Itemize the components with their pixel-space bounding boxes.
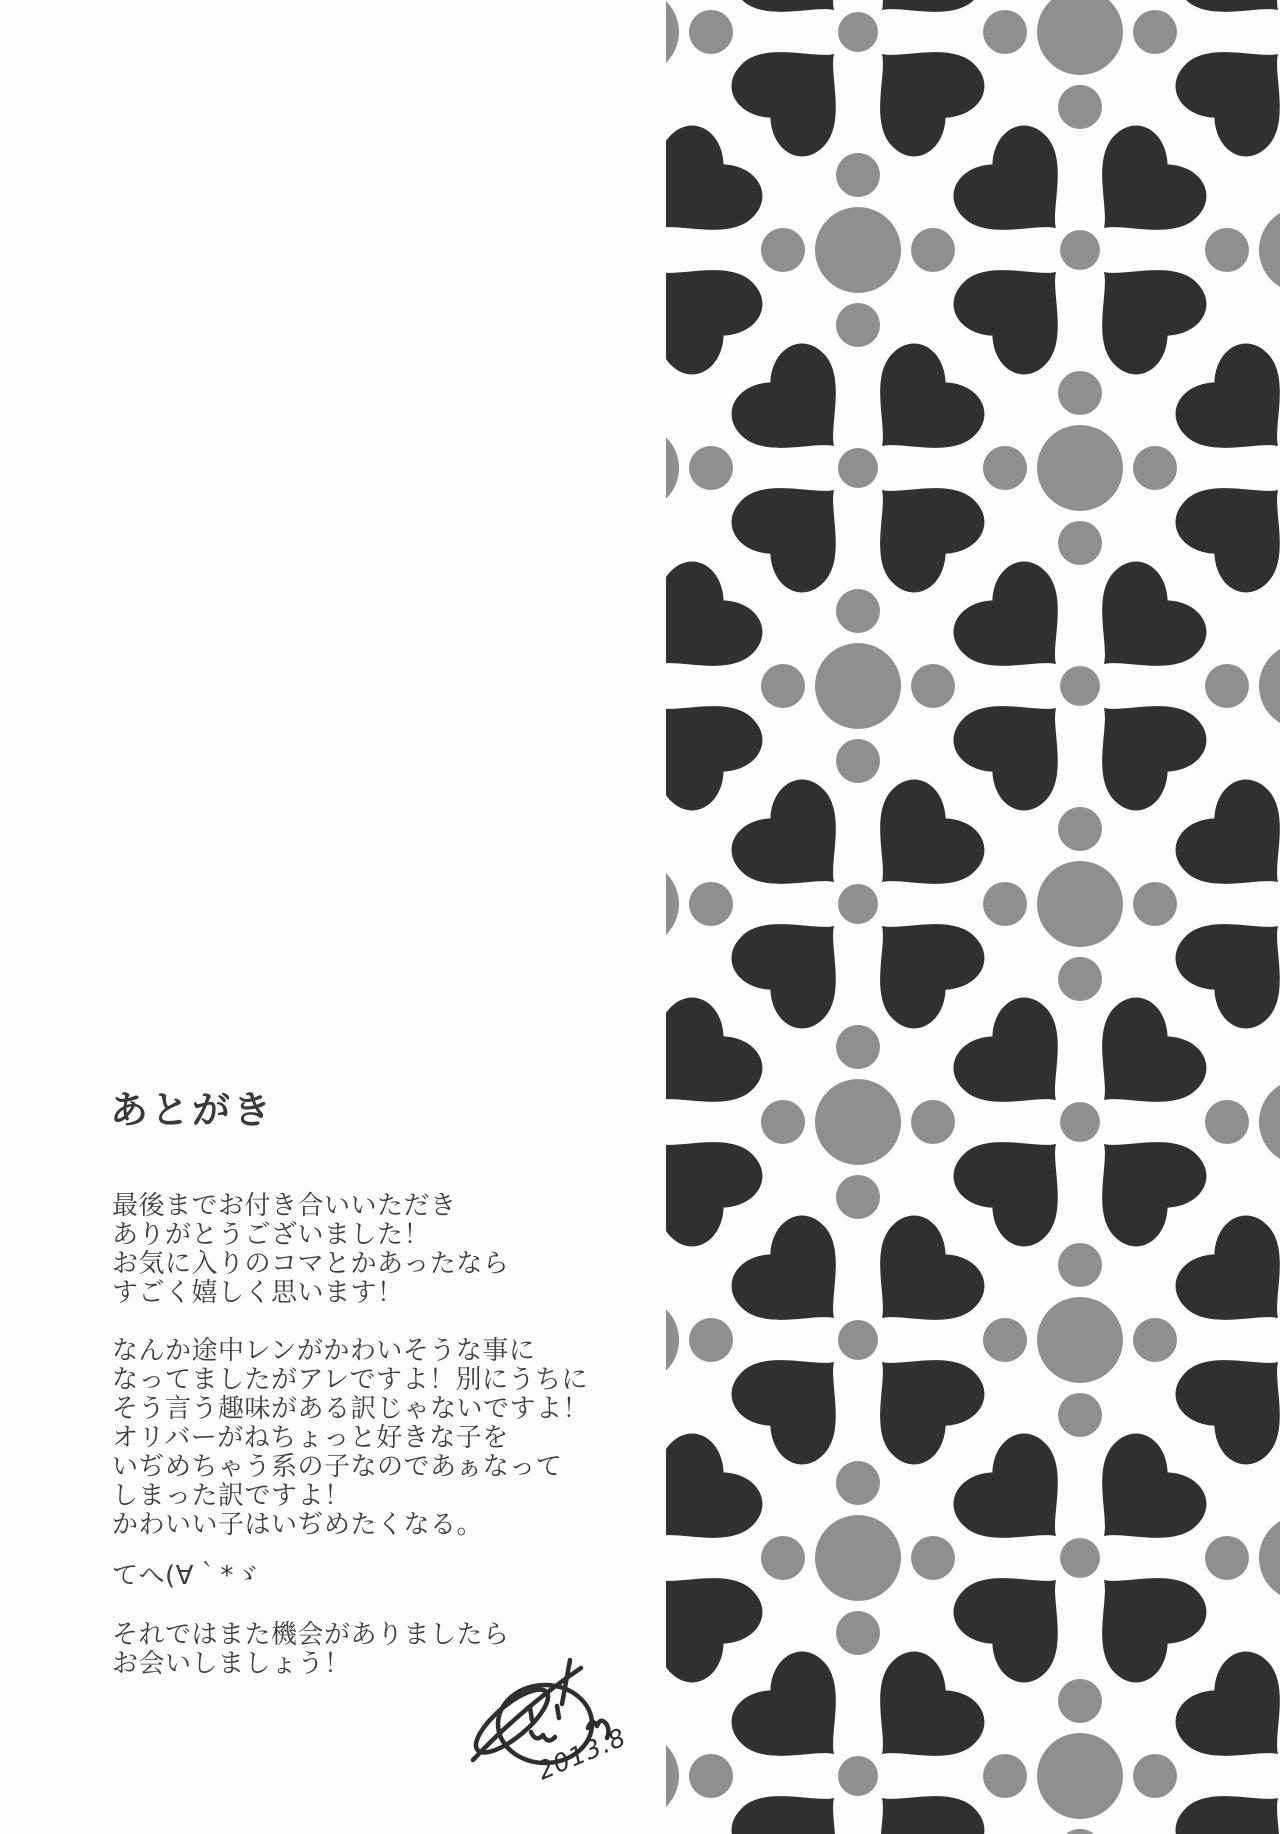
text-line: いぢめちゃう系の子なのであぁなって (112, 1452, 563, 1482)
signature-date: 2013.8 (533, 1722, 631, 1786)
text-line: 最後までお付き合いいただき (112, 1191, 457, 1221)
text-line: オリバーがねちょっと好きな子を (112, 1423, 509, 1453)
page-title: あとがき (110, 1088, 275, 1132)
text-line: そう言う趣味がある訳じゃないですよ！ (112, 1394, 590, 1424)
text-line: なんか途中レンがかわいそうな事に (112, 1336, 536, 1366)
text-line: ありがとうございました！ (112, 1220, 431, 1250)
text-line: しまった訳ですよ！ (112, 1481, 351, 1511)
text-line: すごく嬉しく思います！ (112, 1278, 404, 1308)
emoticon-line (112, 1562, 260, 1591)
doodle-left-eye (530, 1708, 532, 1720)
text-line: それではまた機会がありましたら (112, 1620, 510, 1650)
doodle-right-eye (557, 1706, 559, 1718)
doodle-w-mouth (531, 1732, 555, 1741)
artist-signature-doodle (418, 1642, 648, 1832)
text-line: お会いしましょう！ (112, 1649, 351, 1679)
afterword-paragraph-thanks (112, 1192, 509, 1308)
text-line: てへ(∀｀*ゞ (112, 1561, 261, 1591)
heart-clover-dot-pattern (666, 0, 1280, 1834)
text-line: かわいい子はいぢめたくなる。 (112, 1510, 484, 1540)
afterword-paragraph-story-note (112, 1337, 589, 1540)
text-line: お気に入りのコマとかあったなら (112, 1249, 510, 1279)
text-line: なってましたがアレですよ！別にうちに (112, 1365, 588, 1395)
